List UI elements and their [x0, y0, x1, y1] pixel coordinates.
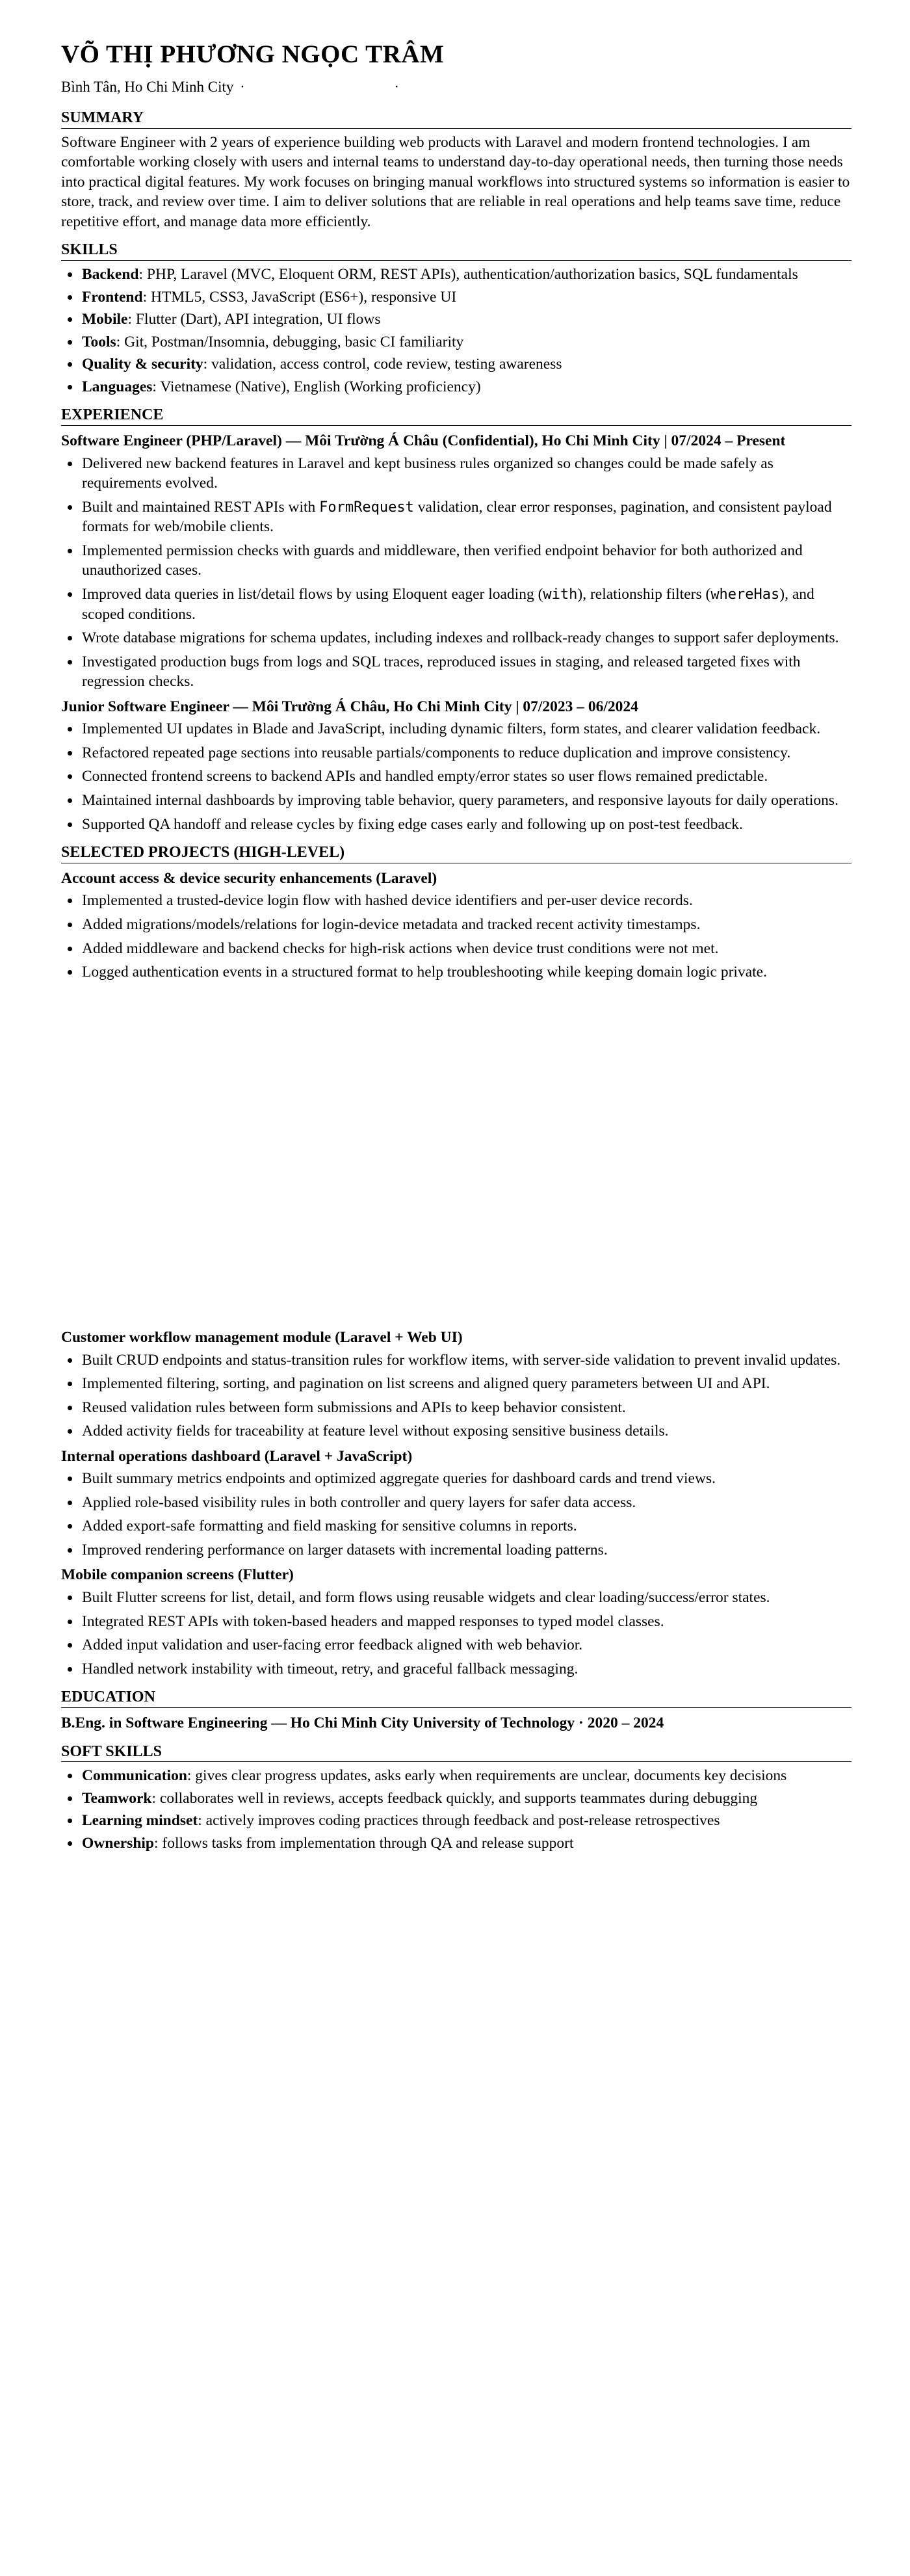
job-title: Junior Software Engineer — Môi Trường Á Châu, Ho Chi Minh City | 07/2023 – 06/2024 [61, 698, 638, 715]
list-item [81, 377, 852, 397]
list-item: • Built CRUD endpoints and status-transition rules for workflow items, with server-side validation to prevent invalid updates. [81, 1350, 852, 1371]
bullet-text: Implemented permission checks with guards and middleware, then verified endpoint behavior for both authorized and unauthorized cases. [82, 542, 803, 579]
resume-top-section [61, 40, 852, 986]
list-item [81, 652, 852, 692]
list-item [81, 497, 852, 537]
skills-list [61, 265, 852, 397]
degree-line: B.Eng. in Software Engineering — Ho Chi Minh City University of Technology · 2020 – 2024 [61, 1715, 664, 1731]
bullet-text: ), and scoped conditions. [82, 586, 814, 623]
project-bullets [61, 891, 852, 982]
list-item [81, 585, 852, 624]
soft-skill-text: : follows tasks from implementation through QA and release support [154, 1834, 574, 1852]
soft-skill-label: Ownership [82, 1834, 154, 1852]
soft-skills-list [61, 1766, 852, 1853]
contact-separator: · [240, 78, 245, 95]
list-item: • Integrated REST APIs with token-based headers and mapped responses to typed model classes. [81, 1612, 852, 1632]
list-item: • Reused validation rules between form submissions and APIs to keep behavior consistent. [81, 1398, 852, 1418]
list-item [81, 354, 852, 375]
soft-skill-text: : collaborates well in reviews, accepts feedback quickly, and supports teammates during debugging [151, 1789, 758, 1807]
list-item: • Built Flutter screens for list, detail, and form flows using reusable widgets and clear loading/success/error states. [81, 1588, 852, 1608]
bullet-text: ), relationship filters ( [577, 586, 711, 603]
contact-separator: · [394, 78, 399, 95]
skills-heading: SKILLS [61, 241, 852, 261]
bullet-text: Investigated production bugs from logs and SQL traces, reproduced issues in staging, and released targeted fixes with regression checks. [82, 653, 801, 690]
job-bullets [61, 719, 852, 834]
candidate-name: VÕ THỊ PHƯƠNG NGỌC TRÂM [61, 40, 445, 68]
list-item: • Logged authentication events in a structured format to help troubleshooting while keeping domain logic private. [81, 962, 852, 982]
list-item [81, 309, 852, 330]
bullet-text: Built and maintained REST APIs with [82, 498, 320, 516]
list-item: • Implemented a trusted-device login flow with hashed device identifiers and per-user device records. [81, 891, 852, 911]
skill-text: : Vietnamese (Native), English (Working proficiency) [152, 378, 481, 395]
list-item: • Handled network instability with timeout, retry, and graceful fallback messaging. [81, 1659, 852, 1679]
experience-heading: EXPERIENCE [61, 406, 852, 426]
skill-label: Frontend [82, 288, 143, 306]
list-item: • Implemented UI updates in Blade and JavaScript, including dynamic filters, form states, and clearer validation feedback. [81, 719, 852, 739]
summary-text: Software Engineer with 2 years of experience building web products with Laravel and modern frontend technologies. I am comfortable working closely with users and internal teams to understand day-to-day operational needs, then turning those needs into practical digital features. My work focuses on bringing manual workflows into structured systems so information is easier to store, track, and review over time. I aim to deliver solutions that are reliable in real operations and help teams save time, reduce repetitive effort, and manage data more efficiently. [61, 133, 850, 230]
list-item: • Added input validation and user-facing error feedback aligned with web behavior. [81, 1635, 852, 1655]
list-item [81, 541, 852, 581]
skill-text: : PHP, Laravel (MVC, Eloquent ORM, REST APIs), authentication/authorization basics, SQL fundamentals [138, 266, 798, 283]
project-title: Customer workflow management module (Laravel + Web UI) [61, 1329, 463, 1346]
list-item: • Added migrations/models/relations for login-device metadata and tracked recent activity timestamps. [81, 915, 852, 935]
job-bullets [61, 454, 852, 692]
project-bullets [61, 1588, 852, 1679]
resume-bottom-section [61, 1328, 852, 1856]
list-item [81, 1789, 852, 1809]
list-item: • Maintained internal dashboards by improving table behavior, query parameters, and responsive layouts for daily operations. [81, 791, 852, 811]
soft-skill-label: Learning mindset [82, 1812, 198, 1830]
project-title: Internal operations dashboard (Laravel + JavaScript) [61, 1447, 413, 1465]
soft-skills-heading: SOFT SKILLS [61, 1742, 852, 1763]
list-item: • Applied role-based visibility rules in both controller and query layers for safer data access. [81, 1493, 852, 1513]
list-item [81, 1766, 852, 1786]
bullet-text: Wrote database migrations for schema updates, including indexes and rollback-ready changes to support safer deployments. [82, 629, 839, 647]
skill-label: Backend [82, 266, 139, 283]
soft-skill-text: : actively improves coding practices through feedback and post-release retrospectives [198, 1812, 720, 1830]
bullet-text: Delivered new backend features in Laravel and kept business rules organized so changes could be made safely as requirements evolved. [82, 454, 774, 492]
code-snippet: whereHas [710, 586, 780, 603]
code-snippet: with [543, 586, 578, 603]
list-item: • Added export-safe formatting and field masking for sensitive columns in reports. [81, 1516, 852, 1536]
list-item: • Connected frontend screens to backend APIs and handled empty/error states so user flows remained predictable. [81, 767, 852, 787]
project-bullets [61, 1350, 852, 1441]
list-item: • Added middleware and backend checks for high-risk actions when device trust conditions were not met. [81, 939, 852, 959]
list-item [81, 287, 852, 308]
skill-label: Languages [82, 378, 153, 395]
bullet-text: Improved data queries in list/detail flows by using Eloquent eager loading ( [82, 586, 543, 603]
project-title: Account access & device security enhancements (Laravel) [61, 869, 437, 887]
code-snippet: FormRequest [319, 499, 414, 516]
summary-heading: SUMMARY [61, 109, 852, 129]
soft-skill-label: Teamwork [82, 1789, 152, 1807]
location-text: Bình Tân, Ho Chi Minh City [61, 78, 234, 95]
soft-skill-label: Communication [82, 1767, 187, 1785]
list-item [81, 454, 852, 493]
list-item [81, 628, 852, 648]
bullet-text: validation, clear error responses, pagination, and consistent payload formats for web/mobile clients. [82, 498, 832, 536]
list-item: • Supported QA handoff and release cycles by fixing edge cases early and following up on post-test feedback. [81, 815, 852, 835]
skill-label: Mobile [82, 311, 128, 328]
list-item: • Built summary metrics endpoints and optimized aggregate queries for dashboard cards and trend views. [81, 1469, 852, 1489]
soft-skill-text: : gives clear progress updates, asks early when requirements are unclear, documents key decisions [187, 1767, 787, 1785]
list-item: • Implemented filtering, sorting, and pagination on list screens and aligned query parameters between UI and API. [81, 1374, 852, 1394]
list-item [81, 265, 852, 285]
skill-text: : Git, Postman/Insomnia, debugging, basic CI familiarity [116, 333, 464, 350]
list-item [81, 332, 852, 352]
skill-label: Quality & security [82, 356, 203, 373]
projects-heading: SELECTED PROJECTS (HIGH-LEVEL) [61, 843, 852, 863]
list-item: • Improved rendering performance on larger datasets with incremental loading patterns. [81, 1540, 852, 1560]
list-item: • Refactored repeated page sections into reusable partials/components to reduce duplication and improve consistency. [81, 743, 852, 763]
contact-line [61, 77, 852, 97]
list-item: • Added activity fields for traceability at feature level without exposing sensitive business details. [81, 1421, 852, 1441]
education-heading: EDUCATION [61, 1688, 852, 1708]
project-bullets [61, 1469, 852, 1560]
list-item [81, 1811, 852, 1831]
skill-label: Tools [82, 333, 116, 350]
list-item [81, 1833, 852, 1854]
skill-text: : validation, access control, code review, testing awareness [203, 356, 562, 373]
skill-text: : Flutter (Dart), API integration, UI flows [127, 311, 381, 328]
project-title: Mobile companion screens (Flutter) [61, 1566, 294, 1584]
skill-text: : HTML5, CSS3, JavaScript (ES6+), responsive UI [142, 288, 457, 306]
job-title: Software Engineer (PHP/Laravel) — Môi Trường Á Châu (Confidential), Ho Chi Minh City | 07/2024 – Present [61, 432, 786, 450]
